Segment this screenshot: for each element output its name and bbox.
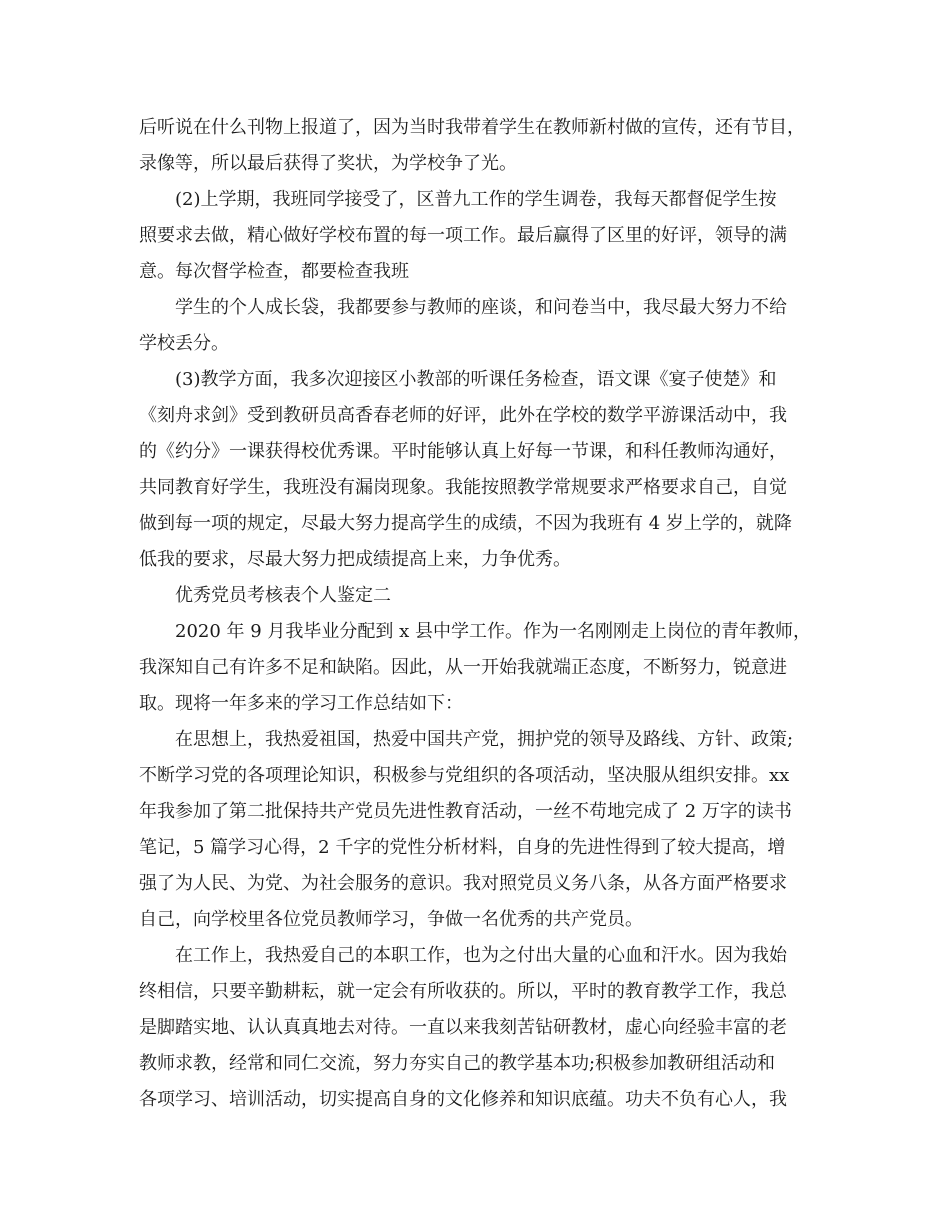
text-line — [139, 326, 829, 362]
text-line-content: 《刻舟求剑》受到教研员高香春老师的好评，此外在学校的数学平游课活动中，我 — [139, 405, 787, 426]
text-line-content: 低我的要求，尽最大努力把成绩提高上来，力争优秀。 — [139, 549, 571, 570]
text-line — [139, 542, 829, 578]
section-heading-text: 优秀党员考核表个人鉴定二 — [175, 585, 391, 606]
text-line-content: 自己，向学校里各位党员教师学习，争做一名优秀的共产党员。 — [139, 909, 643, 930]
text-line-content: 共同教育好学生，我班没有漏岗现象。我能按照教学常规要求严格要求自己，自觉 — [139, 477, 787, 498]
text-line — [139, 434, 829, 470]
text-line — [139, 902, 829, 938]
text-line — [139, 218, 829, 254]
text-line — [139, 722, 829, 758]
text-line — [139, 362, 829, 398]
text-line-content: 在思想上，我热爱祖国，热爱中国共产党，拥护党的领导及路线、方针、政策; — [175, 729, 794, 750]
text-line-content: 笔记，5 篇学习心得，2 千字的党性分析材料，自身的先进性得到了较大提高，增 — [139, 837, 786, 858]
text-line-content: 学校丢分。 — [139, 333, 229, 354]
text-line — [139, 506, 829, 542]
text-line — [139, 1010, 829, 1046]
text-line-content: (2)上学期，我班同学接受了，区普九工作的学生调卷，我每天都督促学生按 — [175, 189, 777, 210]
text-line — [139, 614, 829, 650]
text-line-content: 2020 年 9 月我毕业分配到 x 县中学工作。作为一名刚刚走上岗位的青年教师， — [175, 621, 812, 642]
text-line-content: 强了为人民、为党、为社会服务的意识。我对照党员义务八条，从各方面严格要求 — [139, 873, 787, 894]
text-line — [139, 290, 829, 326]
text-line — [139, 938, 829, 974]
text-line-content: 是脚踏实地、认认真真地去对待。一直以来我刻苦钻研教材，虚心向经验丰富的老 — [139, 1017, 787, 1038]
text-line-content: 年我参加了第二批保持共产党员先进性教育活动，一丝不苟地完成了 2 万字的读书 — [139, 801, 792, 822]
text-line-content: 我深知自己有许多不足和缺陷。因此，从一开始我就端正态度，不断努力，锐意进 — [139, 657, 787, 678]
text-line-content: 意。每次督学检查，都要检查我班 — [139, 261, 409, 282]
text-line-content: 的《约分》一课获得校优秀课。平时能够认真上好每一节课，和科任教师沟通好， — [139, 441, 787, 462]
text-line-content: 后听说在什么刊物上报道了，因为当时我带着学生在教师新村做的宣传，还有节目， — [139, 117, 805, 138]
text-line-content: 不断学习党的各项理论知识，积极参与党组织的各项活动，坚决服从组织安排。xx — [139, 765, 790, 786]
text-line — [139, 146, 829, 182]
text-line — [139, 182, 829, 218]
text-line — [139, 254, 829, 290]
text-line — [139, 794, 829, 830]
text-line-content: 照要求去做，精心做好学校布置的每一项工作。最后赢得了区里的好评，领导的满 — [139, 225, 787, 246]
text-line-content: 学生的个人成长袋，我都要参与教师的座谈，和问卷当中，我尽最大努力不给 — [175, 297, 787, 318]
text-line — [139, 110, 829, 146]
text-line — [139, 470, 829, 506]
text-line-content: 教师求教，经常和同仁交流，努力夯实自己的教学基本功;积极参加教研组活动和 — [139, 1053, 776, 1074]
document-body — [139, 110, 829, 1118]
text-line — [139, 758, 829, 794]
text-line-content: 录像等，所以最后获得了奖状，为学校争了光。 — [139, 153, 517, 174]
text-line — [139, 650, 829, 686]
text-line — [139, 866, 829, 902]
text-line-content: 在工作上，我热爱自己的本职工作，也为之付出大量的心血和汗水。因为我始 — [175, 945, 787, 966]
text-line-content: 各项学习、培训活动，切实提高自身的文化修养和知识底蕴。功夫不负有心人，我 — [139, 1089, 787, 1110]
text-line — [139, 686, 829, 722]
text-line-content: (3)教学方面，我多次迎接区小教部的听课任务检查，语文课《宴子使楚》和 — [175, 369, 777, 390]
text-line — [139, 1082, 829, 1118]
text-line — [139, 974, 829, 1010]
text-line — [139, 830, 829, 866]
section-heading — [139, 578, 829, 614]
text-line — [139, 398, 829, 434]
text-line-content: 取。现将一年多来的学习工作总结如下： — [139, 693, 463, 714]
text-line-content: 终相信，只要辛勤耕耘，就一定会有所收获的。所以，平时的教育教学工作，我总 — [139, 981, 787, 1002]
text-line — [139, 1046, 829, 1082]
text-line-content: 做到每一项的规定，尽最大努力提高学生的成绩，不因为我班有 4 岁上学的，就降 — [139, 513, 792, 534]
